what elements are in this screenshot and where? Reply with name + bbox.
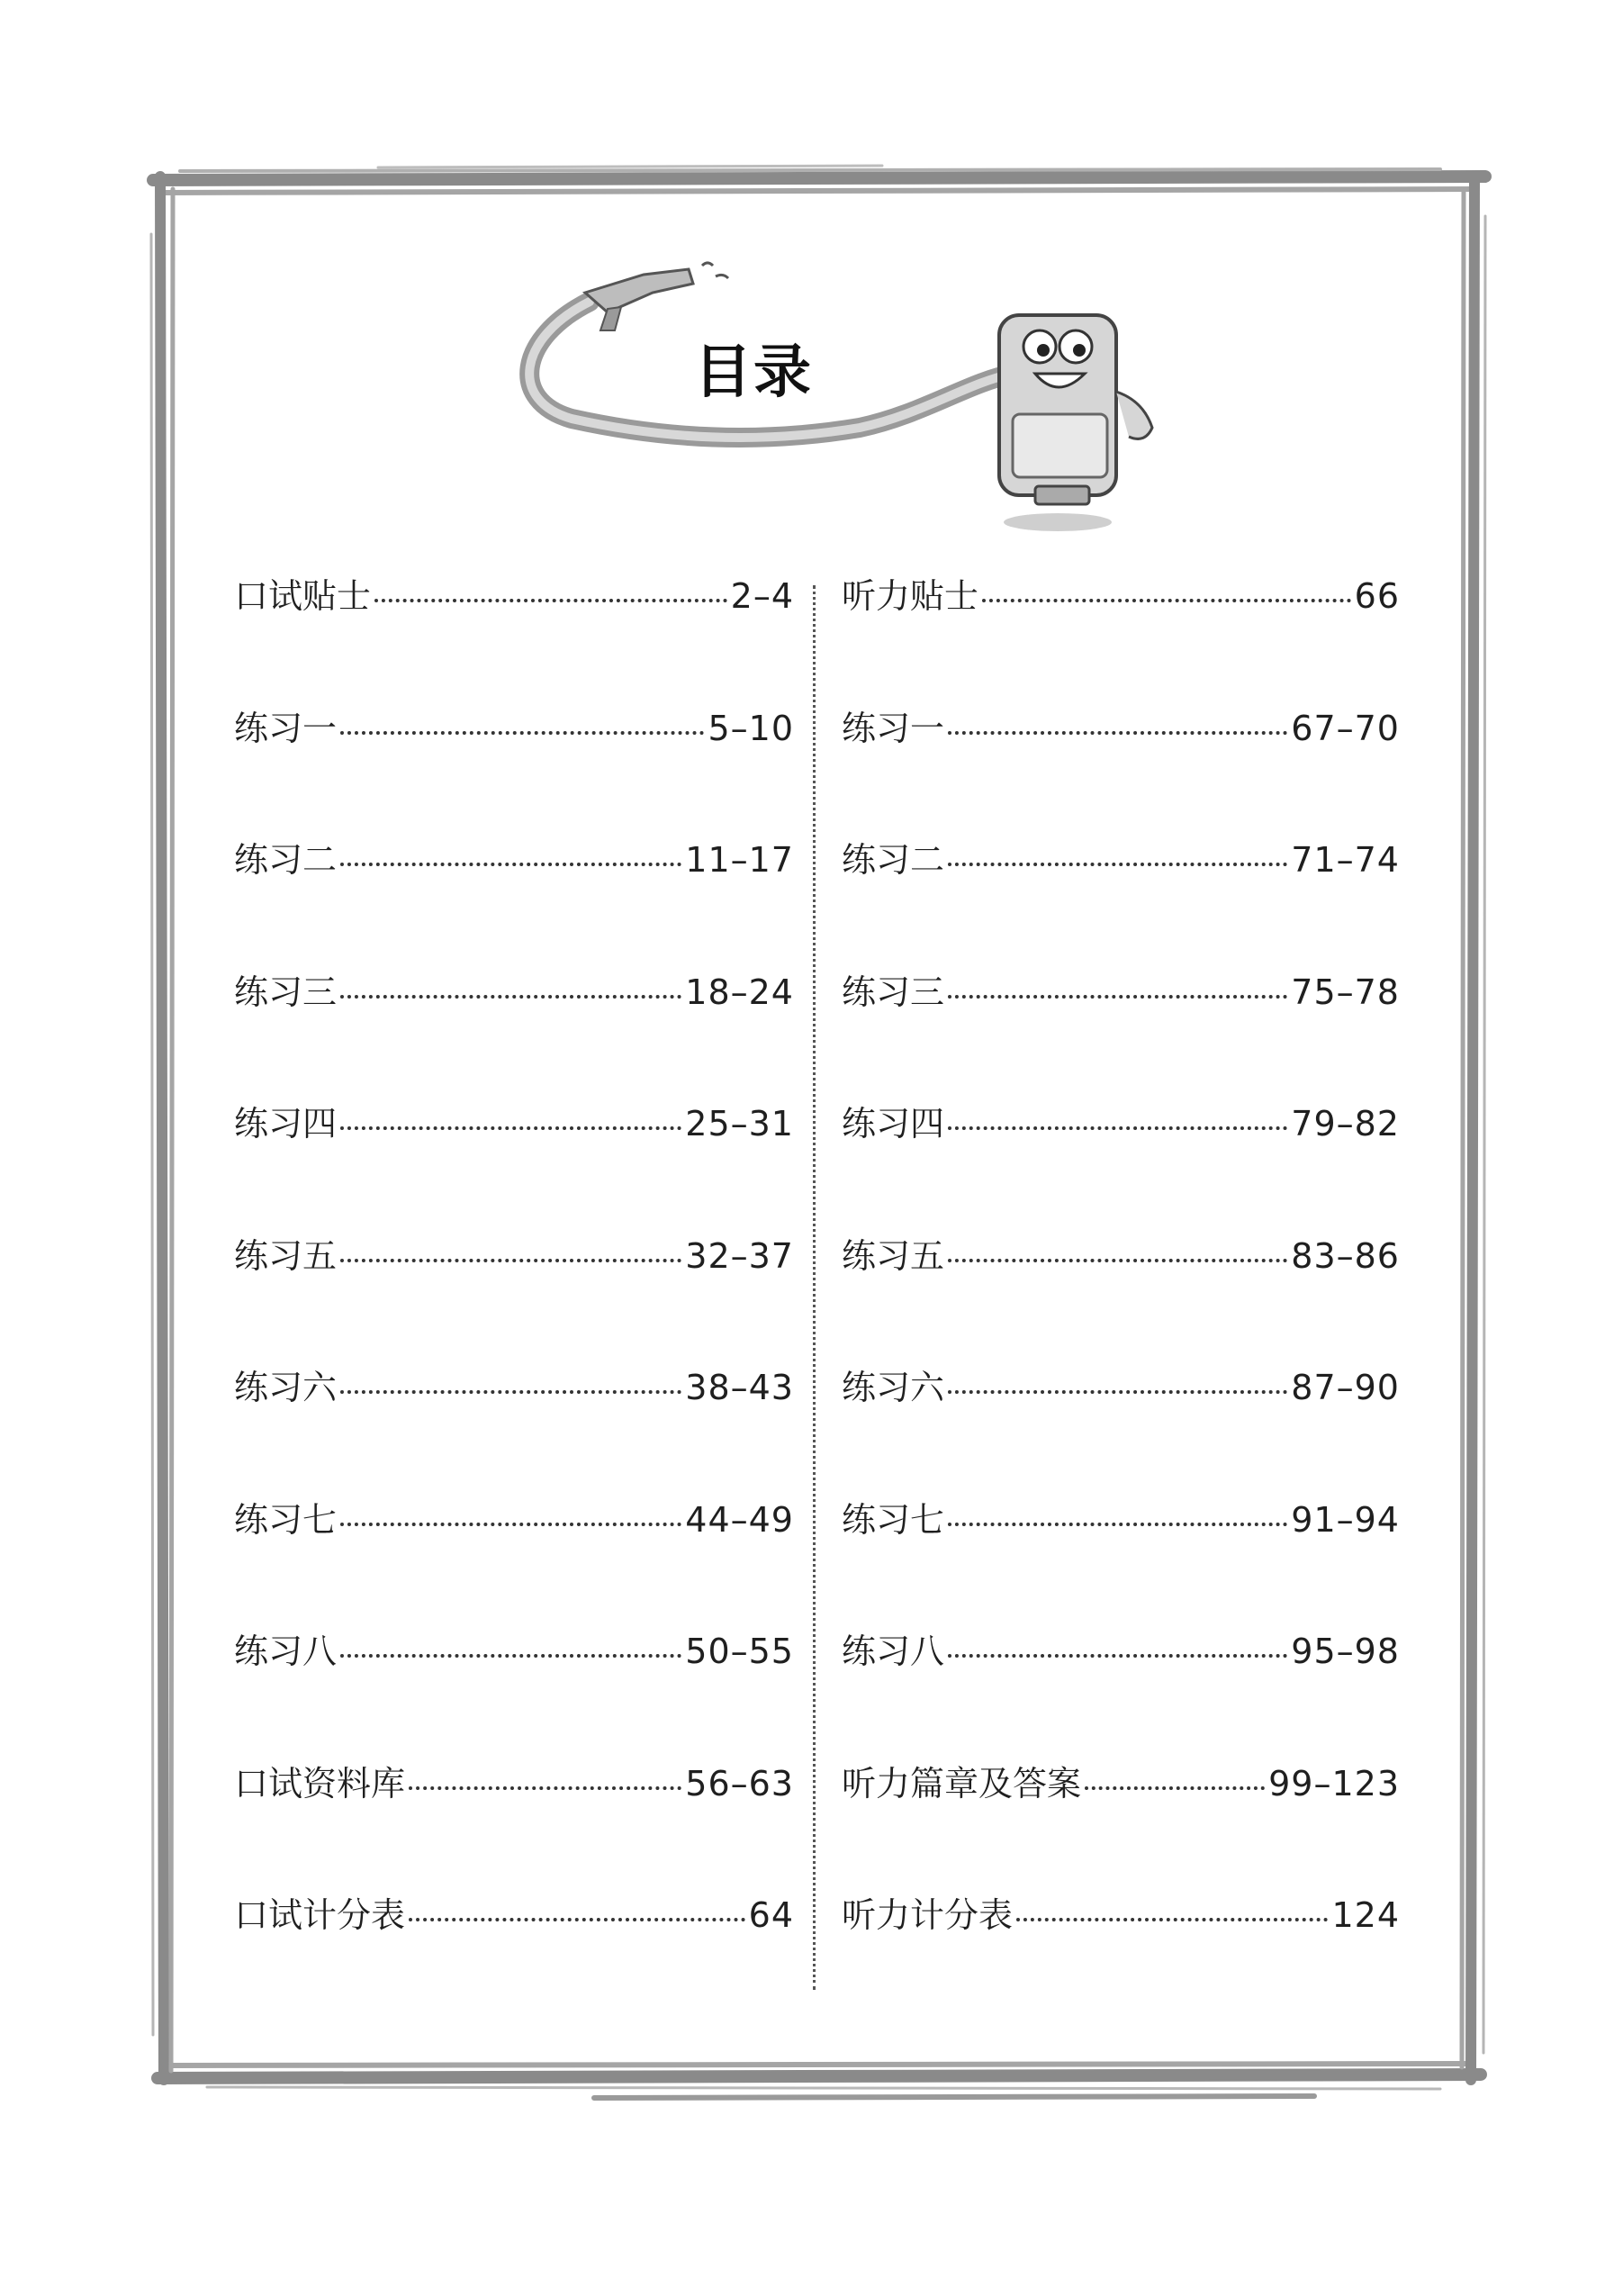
- dot-leader: [948, 1523, 1287, 1526]
- toc-entry: [842, 1496, 1400, 1629]
- fuel-pump-mascot-illustration: [500, 257, 1184, 536]
- dot-leader: [409, 1786, 681, 1790]
- toc-entry-label: 口试计分表: [234, 1895, 406, 1935]
- toc-entry-pages: 79–82: [1291, 1104, 1400, 1143]
- dot-leader: [409, 1918, 745, 1921]
- toc-entry-pages: 124: [1331, 1895, 1400, 1935]
- toc-entry-pages: 99–123: [1268, 1763, 1400, 1803]
- toc-entry-label: 练习五: [234, 1235, 338, 1276]
- dot-leader: [340, 1523, 681, 1526]
- toc-entry: [234, 1628, 794, 1760]
- toc-entry-pages: 11–17: [685, 840, 794, 880]
- toc-entry-label: 练习四: [842, 1104, 945, 1143]
- toc-entry-label: 练习五: [842, 1235, 945, 1276]
- toc-entry-pages: 44–49: [685, 1499, 794, 1540]
- page-title: 目录: [694, 339, 813, 406]
- dot-leader: [340, 1654, 681, 1658]
- toc-entry-label: 练习八: [842, 1632, 945, 1671]
- toc-left-column: [234, 573, 794, 2024]
- toc-entry-pages: 95–98: [1291, 1632, 1400, 1671]
- dot-leader: [948, 1126, 1287, 1130]
- toc-entry: [234, 1892, 794, 2024]
- toc-entry-pages: 18–24: [685, 972, 794, 1012]
- toc-entry-label: 练习四: [234, 1104, 338, 1143]
- toc-entry-pages: 66: [1354, 576, 1400, 616]
- toc-entry-pages: 67–70: [1291, 708, 1400, 748]
- toc-entry-label: 练习三: [234, 972, 338, 1012]
- toc-entry: [234, 1760, 794, 1893]
- dot-leader: [948, 995, 1287, 999]
- toc-right-column: [842, 573, 1400, 2024]
- dot-leader: [1016, 1918, 1328, 1921]
- dot-leader: [948, 1654, 1287, 1658]
- toc-entry-label: 练习一: [234, 708, 338, 748]
- toc-entry-label: 练习一: [842, 708, 945, 748]
- toc-entry: [234, 1364, 794, 1496]
- toc-entry-pages: 38–43: [685, 1368, 794, 1407]
- toc-entry: [234, 836, 794, 969]
- toc-entry: [842, 705, 1400, 837]
- toc-entry-pages: 32–37: [685, 1235, 794, 1276]
- toc-entry: [234, 1100, 794, 1233]
- toc-entry-label: 口试贴士: [234, 576, 372, 616]
- dot-leader: [340, 995, 681, 999]
- toc-entry-pages: 87–90: [1291, 1368, 1400, 1407]
- dot-leader: [982, 599, 1351, 602]
- toc-entry-label: 练习六: [842, 1368, 945, 1407]
- dot-leader: [340, 731, 704, 735]
- toc-entry-pages: 50–55: [685, 1632, 794, 1671]
- column-divider: [813, 585, 816, 1990]
- toc-entry: [234, 573, 794, 705]
- toc-entry-label: 口试资料库: [234, 1763, 406, 1803]
- toc-entry-label: 练习三: [842, 972, 945, 1012]
- toc-entry-pages: 5–10: [708, 708, 794, 748]
- toc-entry-label: 练习七: [234, 1499, 338, 1540]
- toc-entry-label: 练习二: [234, 840, 338, 880]
- toc-entry: [842, 1233, 1400, 1365]
- toc-entry: [842, 1100, 1400, 1233]
- dot-leader: [340, 1126, 681, 1130]
- dot-leader: [948, 731, 1287, 735]
- dot-leader: [948, 863, 1287, 866]
- toc-entry-label: 听力贴士: [842, 576, 979, 616]
- dot-leader: [340, 1259, 681, 1262]
- toc-entry-pages: 64: [748, 1895, 794, 1935]
- toc-entry: [234, 705, 794, 837]
- toc-entry-label: 练习八: [234, 1632, 338, 1671]
- dot-leader: [948, 1259, 1287, 1262]
- toc-entry-pages: 56–63: [685, 1763, 794, 1803]
- toc-entry-pages: 83–86: [1291, 1235, 1400, 1276]
- toc-entry: [842, 969, 1400, 1101]
- toc-entry-pages: 25–31: [685, 1104, 794, 1143]
- toc-entry-pages: 71–74: [1291, 840, 1400, 880]
- toc-entry: [842, 573, 1400, 705]
- toc-entry: [842, 1364, 1400, 1496]
- toc-entry-pages: 91–94: [1291, 1499, 1400, 1540]
- toc-entry: [842, 1760, 1400, 1893]
- dot-leader: [340, 1390, 681, 1394]
- dot-leader: [948, 1390, 1287, 1394]
- toc-entry: [234, 1496, 794, 1629]
- toc-entry-label: 练习二: [842, 840, 945, 880]
- toc-entry: [842, 836, 1400, 969]
- toc-entry: [842, 1628, 1400, 1760]
- toc-entry-pages: 2–4: [730, 576, 794, 616]
- dot-leader: [374, 599, 727, 602]
- toc-entry-label: 练习六: [234, 1368, 338, 1407]
- toc-entry: [234, 1233, 794, 1365]
- toc-entry-label: 练习七: [842, 1499, 945, 1540]
- dot-leader: [1085, 1786, 1265, 1790]
- toc-entry-label: 听力篇章及答案: [842, 1763, 1082, 1803]
- toc-entry-pages: 75–78: [1291, 972, 1400, 1012]
- toc-entry-label: 听力计分表: [842, 1895, 1014, 1935]
- toc-entry: [842, 1892, 1400, 2024]
- toc-entry: [234, 969, 794, 1101]
- dot-leader: [340, 863, 681, 866]
